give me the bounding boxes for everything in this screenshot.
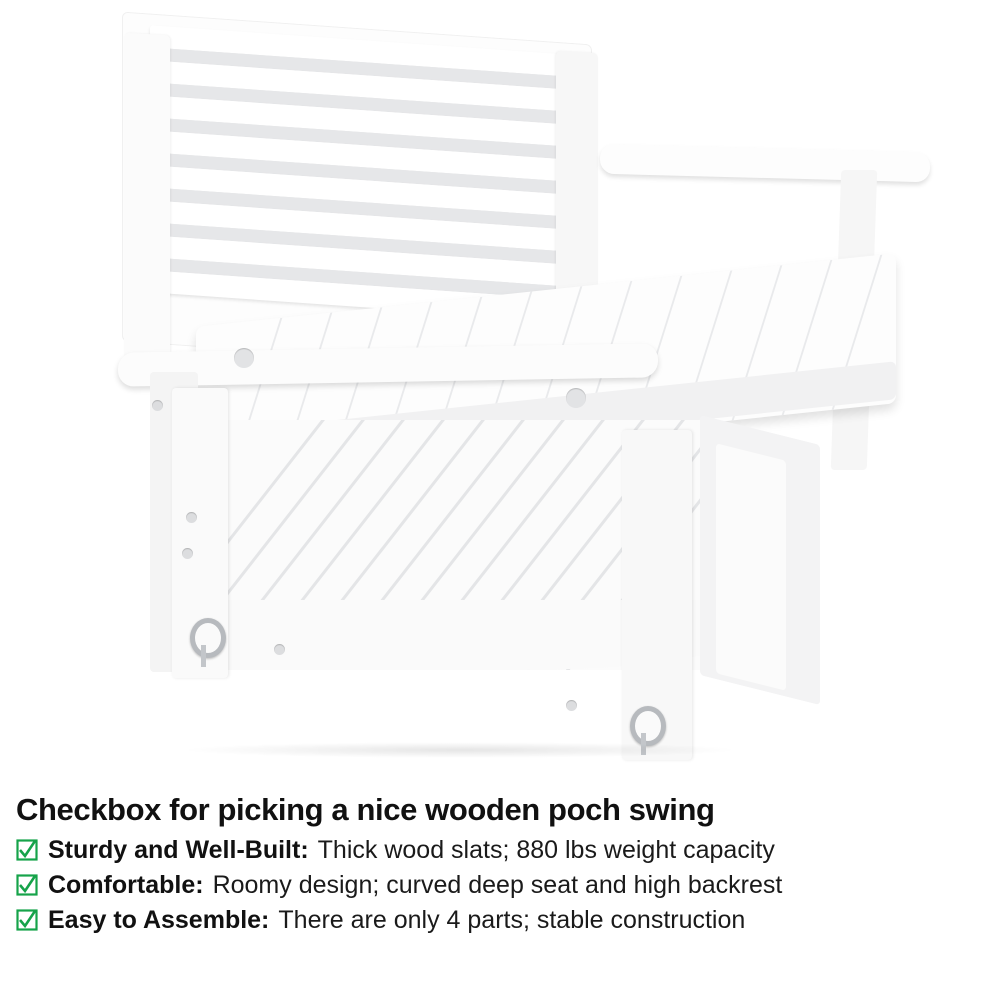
checkbox-checked-icon xyxy=(16,874,38,896)
feature-label: Easy to Assemble: xyxy=(48,906,270,934)
feature-item xyxy=(16,906,984,935)
frame-bolt-icon xyxy=(566,700,577,711)
frame-bolt-icon xyxy=(152,400,163,411)
feature-text: Thick wood slats; 880 lbs weight capacity xyxy=(317,836,775,864)
right-armrest xyxy=(600,144,930,183)
frame-bolt-icon xyxy=(182,548,193,559)
frame-bolt-icon xyxy=(186,512,197,523)
feature-text-block xyxy=(0,792,1000,1000)
feature-item xyxy=(16,836,984,865)
eye-bolt-stem xyxy=(201,645,206,667)
feature-text: There are only 4 parts; stable construction xyxy=(278,906,746,934)
feature-text: Roomy design; curved deep seat and high backrest xyxy=(212,871,783,899)
seat-bolt-icon xyxy=(234,348,254,368)
feature-label: Sturdy and Well-Built: xyxy=(48,836,309,864)
right-side-inner-panel xyxy=(716,443,786,690)
backrest-left-post xyxy=(124,33,170,375)
ground-shadow xyxy=(180,742,740,758)
checkbox-checked-icon xyxy=(16,909,38,931)
seat-bolt-icon xyxy=(566,388,586,408)
feature-label: Comfortable: xyxy=(48,871,204,899)
frame-bolt-icon xyxy=(274,644,285,655)
headline: Checkbox for picking a nice wooden poch swing xyxy=(16,792,715,827)
eye-bolt-icon xyxy=(630,706,666,746)
checkbox-checked-icon xyxy=(16,839,38,861)
eye-bolt-icon xyxy=(190,618,226,658)
feature-item xyxy=(16,871,984,900)
